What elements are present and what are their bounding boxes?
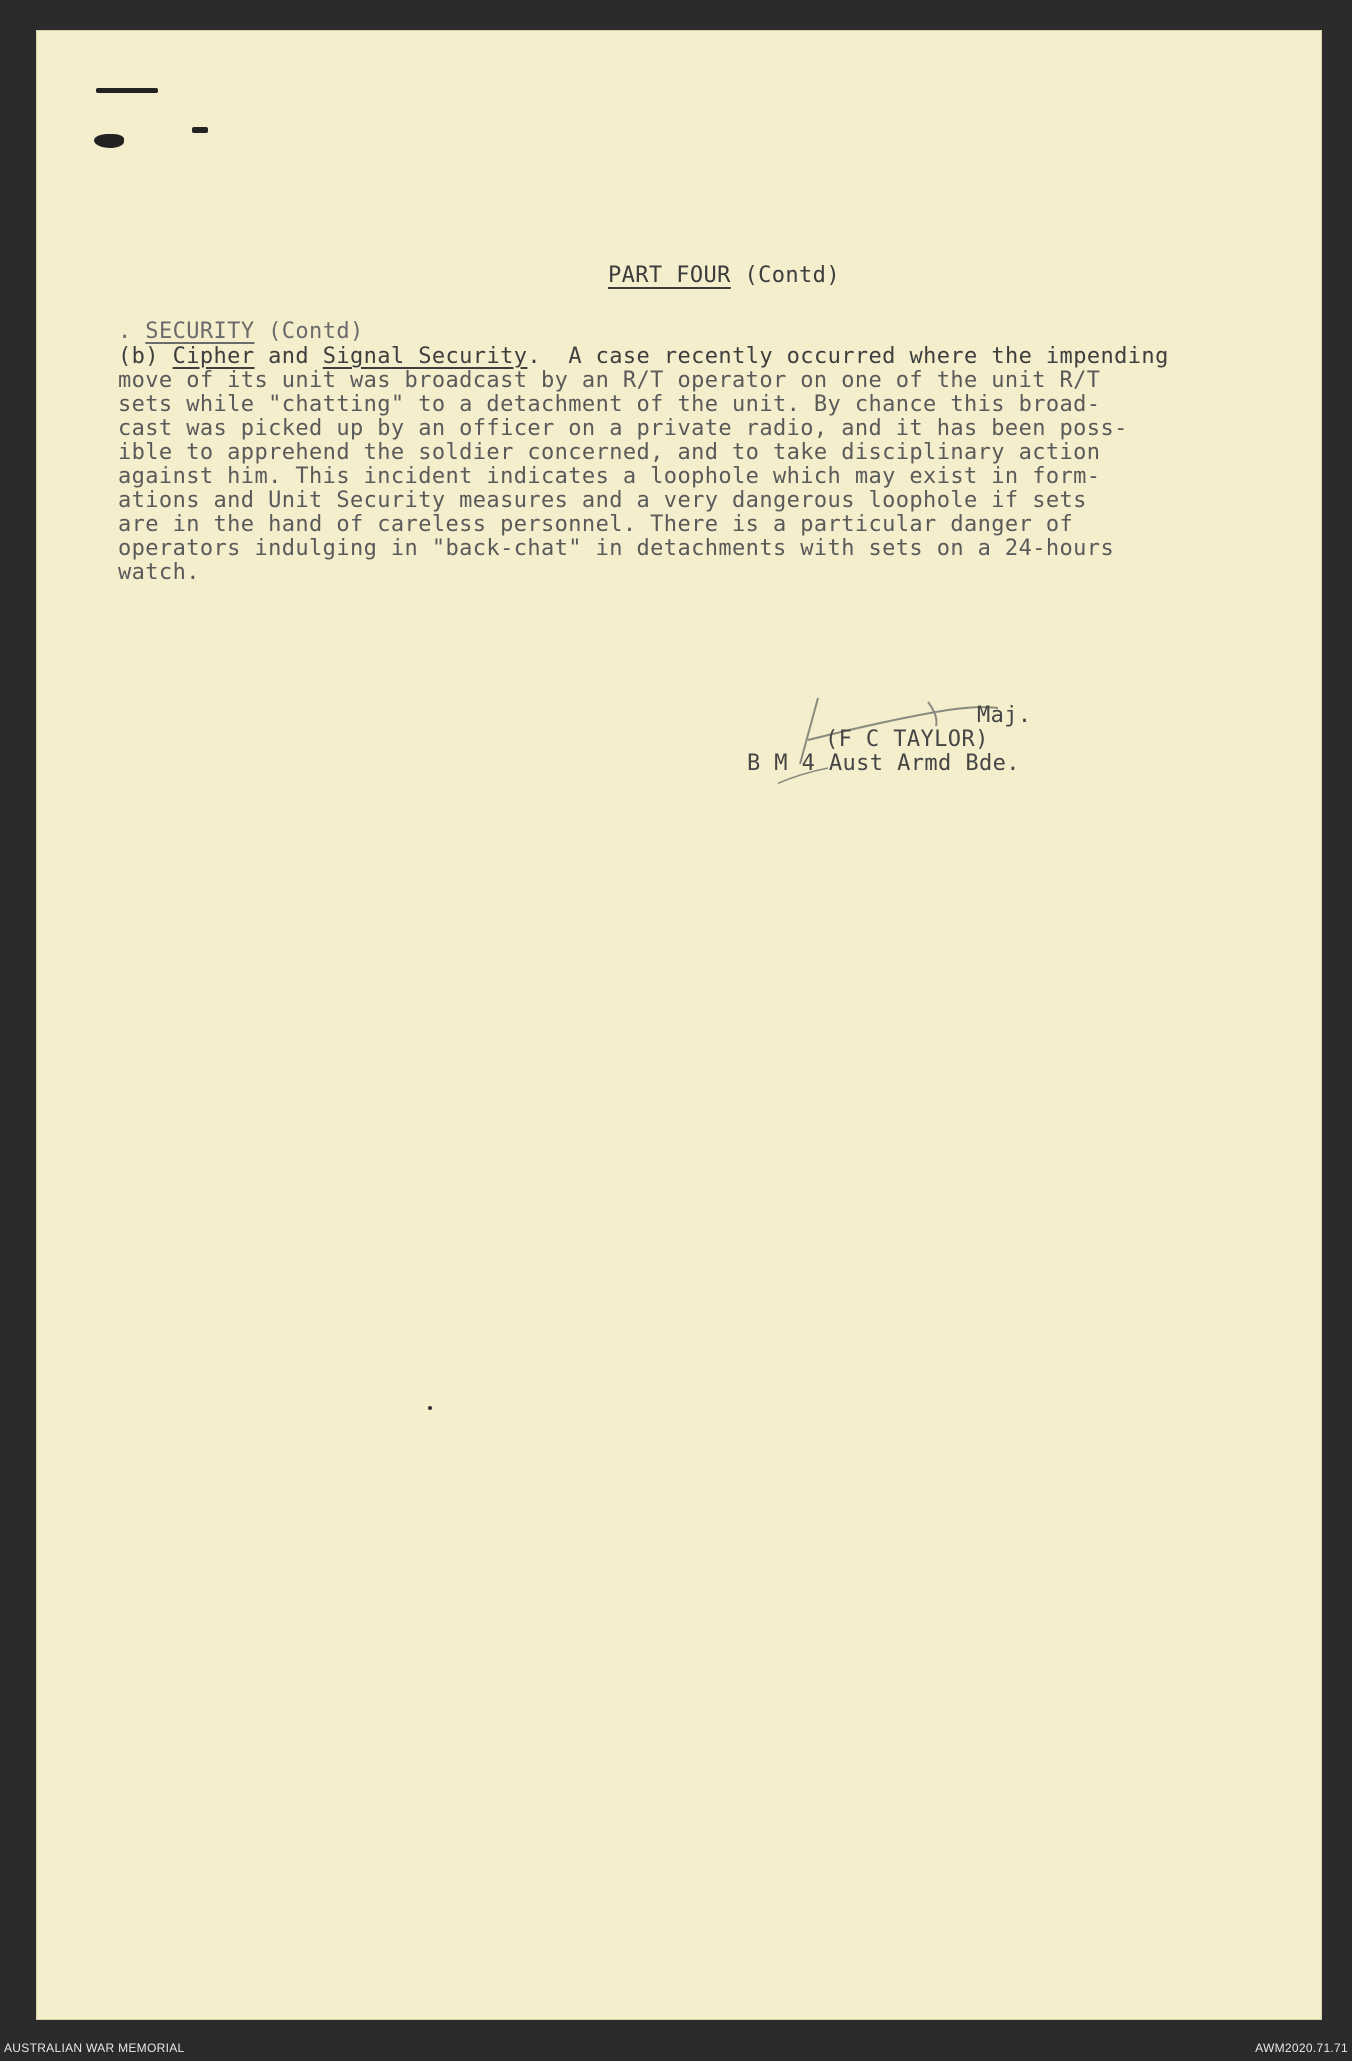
paragraph-line: ible to apprehend the soldier concerned, and to take disciplinary action [118,440,1101,465]
punch-mark [94,134,124,148]
page-title: PART FOUR (Contd) [608,263,840,288]
footer-institution: AUSTRALIAN WAR MEMORIAL [4,2041,185,2055]
paragraph-line: operators indulging in "back-chat" in detachments with sets on a 24-hours [118,536,1115,561]
section-heading: . SECURITY (Contd) [118,319,364,344]
signature-appointment: B M 4 Aust Armd Bde. [747,751,1020,776]
punch-mark [192,127,208,133]
document-page [36,30,1322,2020]
footer-reference-number: AWM2020.71.71 [1255,2041,1348,2055]
ink-dot [428,1406,432,1410]
paragraph-line: watch. [118,560,200,585]
paragraph-line: against him. This incident indicates a loophole which may exist in form- [118,464,1101,489]
signature-name: (F C TAYLOR) [825,727,989,752]
paragraph-line: move of its unit was broadcast by an R/T operator on one of the unit R/T [118,368,1101,393]
punch-mark [96,88,158,93]
paragraph-line: are in the hand of careless personnel. There is a particular danger of [118,512,1074,537]
signature-rank: Maj. [977,703,1032,728]
paragraph-line: cast was picked up by an officer on a private radio, and it has been poss- [118,416,1128,441]
paragraph-first-line: (b) Cipher and Signal Security. A case recently occurred where the impending [118,344,1169,369]
paragraph-line: ations and Unit Security measures and a very dangerous loophole if sets [118,488,1087,513]
paragraph-line: sets while "chatting" to a detachment of the unit. By chance this broad- [118,392,1101,417]
